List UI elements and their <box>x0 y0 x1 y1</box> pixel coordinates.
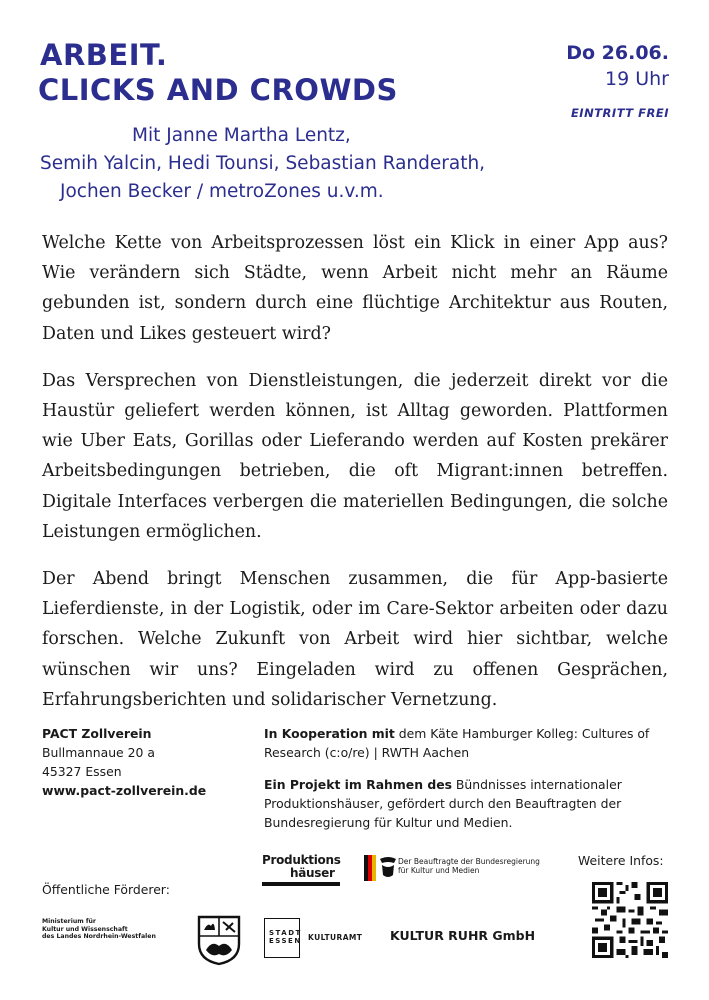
qr-code-icon[interactable] <box>592 882 668 958</box>
paragraph: Der Abend bringt Menschen zusammen, die für App-basierte Lieferdienste, in der Logistik, oder im Care-Sektor arbeiten oder dazu forschen. Welche Zukunft von Arbeit wird hier sichtbar, welche wünschen wir uns? Eingeladen wird zu offenen Gesprächen, Erfahrungsberichten und solidarischer Vernetzung. <box>42 569 668 710</box>
title-line-2: CLICKS AND CROWDS <box>38 73 398 107</box>
description <box>42 228 668 732</box>
event-title <box>40 38 398 108</box>
cooperation-info <box>264 724 684 845</box>
guest-line: Mit Janne Martha Lentz, <box>132 125 351 146</box>
logo-bar <box>262 882 340 886</box>
logo-text: ESSEN <box>269 937 302 945</box>
logo-text: Ministerium für <box>42 918 96 925</box>
project-label: Ein Projekt im Rahmen des <box>264 777 452 792</box>
paragraph: Welche Kette von Arbeitsprozessen löst ein Klick in einer App aus? Wie verändern sich Städte, wenn Arbeit nicht mehr an Räume gebunden ist, sondern durch eine flüchtige Architektur aus Routen, Daten und Likes gesteuert wird? <box>42 233 668 344</box>
nrw-coat-of-arms-icon <box>196 914 242 966</box>
venue-street: Bullmannaue 20 a <box>42 745 155 760</box>
federal-commissioner-logo <box>398 857 540 875</box>
logo-text: häuser <box>290 866 335 880</box>
logo-text: Kultur und Wissenschaft <box>42 925 128 933</box>
cooperation-partner: dem Käte Hamburger Kolleg: Cultures of Research (c:o/re) | RWTH Aachen <box>264 726 650 760</box>
guest-line: Jochen Becker / metroZones u.v.m. <box>60 181 384 202</box>
kultur-ruhr-logo: KULTUR RUHR GmbH <box>390 928 536 943</box>
logo-text: Der Beauftragte der Bundesregierung <box>398 857 540 866</box>
project-description: Bündnisses internationaler Produktionshäuser, gefördert durch den Beauftragten der Bundesregierung für Kultur und Medien. <box>264 777 622 830</box>
cooperation-text <box>264 724 684 762</box>
logo-text: des Landes Nordrhein-Westfalen <box>42 933 156 941</box>
venue-city: 45327 Essen <box>42 764 122 779</box>
mkw-nrw-logo <box>42 918 156 941</box>
event-date: Do 26.06. <box>566 42 669 64</box>
venue-address <box>42 724 206 800</box>
further-info-label: Weitere Infos: <box>578 853 664 868</box>
admission-note: EINTRITT FREI <box>570 106 669 120</box>
stadt-essen-logo <box>264 918 300 958</box>
guest-list <box>40 122 680 206</box>
funders-label: Öffentliche Förderer: <box>42 882 170 897</box>
kulturamt-logo: KULTURAMT <box>308 933 363 942</box>
venue-name: PACT Zollverein <box>42 726 152 741</box>
paragraph: Das Versprechen von Dienstleistungen, die jederzeit direkt vor die Haustür geliefert werden können, ist Alltag geworden. Plattformen wie Uber Eats, Gorillas oder Lieferando werden auf Kosten prekärer Arbeitsbedingungen betrieben, die oft Migrant:innen betreffen. Digitale Interfaces verbergen die materiellen Bedingungen, die solche Leistungen ermöglichen. <box>42 370 668 542</box>
logo-text: für Kultur und Medien <box>398 866 480 875</box>
venue-website-link[interactable]: www.pact-zollverein.de <box>42 783 207 798</box>
event-time: 19 Uhr <box>605 68 669 90</box>
produktionshaeuser-logo <box>262 854 341 886</box>
project-text <box>264 775 684 832</box>
date-block <box>566 40 669 120</box>
guest-line: Semih Yalcin, Hedi Tounsi, Sebastian Randerath, <box>40 153 486 174</box>
logo-text: Produktions <box>262 853 341 867</box>
title-line-1: ARBEIT. <box>40 38 168 72</box>
cooperation-label: In Kooperation mit <box>264 726 395 741</box>
logo-text: STADT <box>269 929 302 937</box>
